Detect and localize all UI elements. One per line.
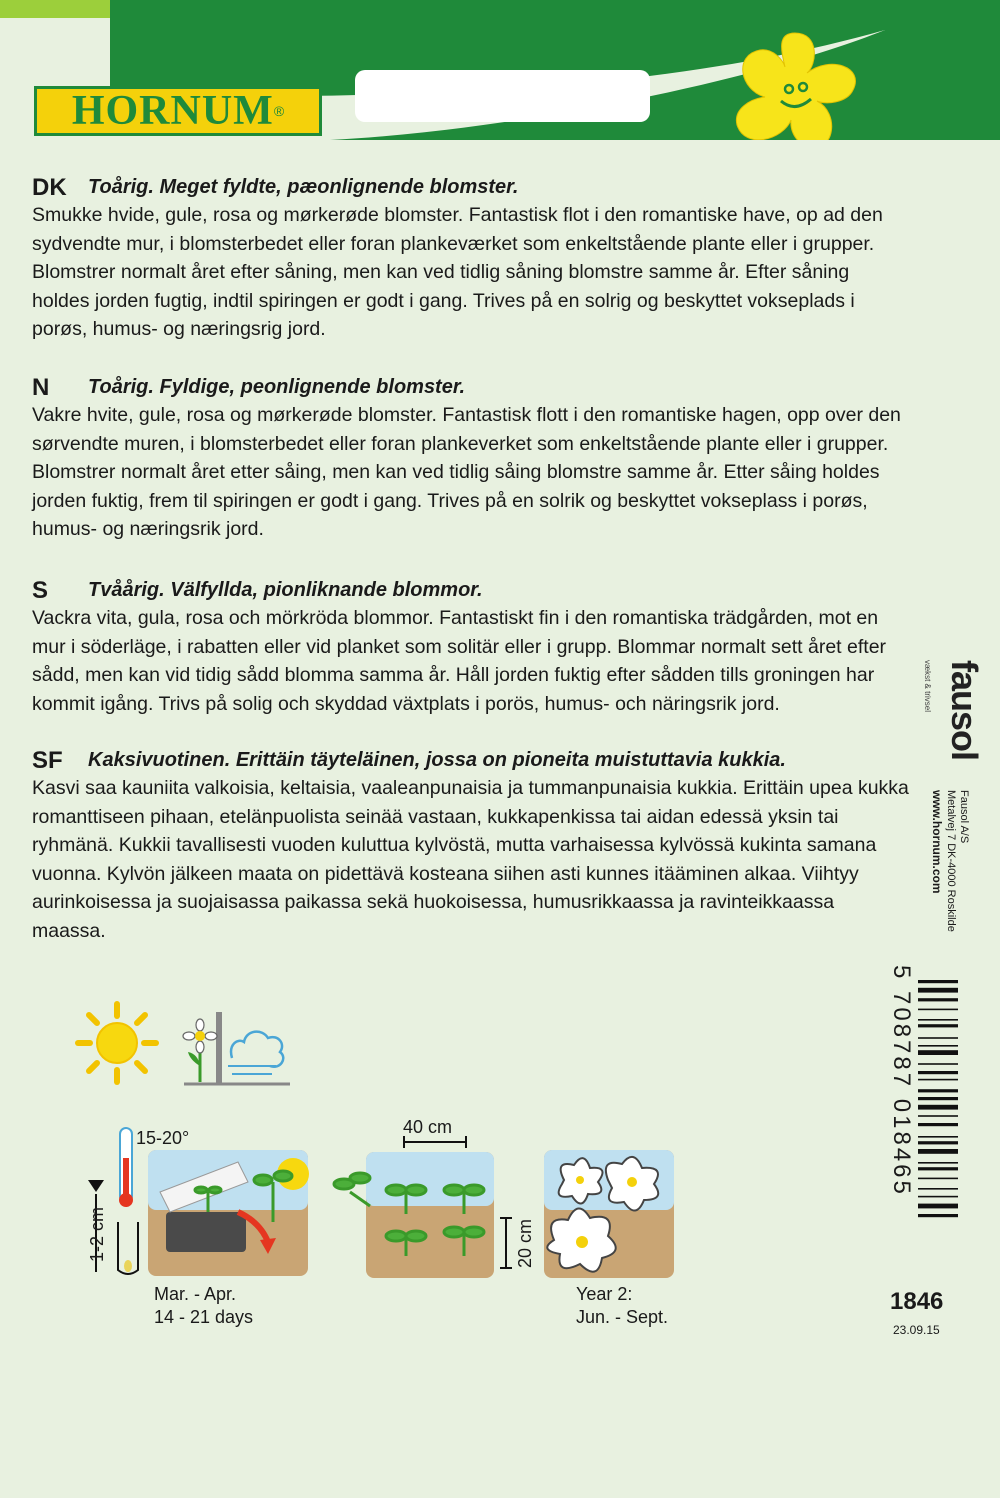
section-subtitle: Toårig. Fyldige, peonlignende blomster. bbox=[88, 376, 466, 398]
section-n bbox=[32, 374, 912, 544]
spacing-width-label: 40 cm bbox=[403, 1117, 453, 1137]
section-code: SF bbox=[32, 747, 63, 774]
section-subtitle: Tvåårig. Välfyllda, pionliknande blommor. bbox=[88, 579, 483, 601]
distributor-web: www.hornum.com bbox=[930, 790, 944, 894]
germination-time: 14 - 21 days bbox=[154, 1307, 254, 1327]
distributor-name: Fausol A/S bbox=[958, 790, 970, 844]
sowing-diagram bbox=[88, 1122, 310, 1282]
section-subtitle: Toårig. Meget fyldte, pæonlignende blomster. bbox=[88, 176, 519, 198]
spacing-height-label: 20 cm bbox=[515, 1218, 535, 1268]
section-text: Vackra vita, gula, rosa och mörkröda blommor. Fantastiskt fin i den romantiska trädgården, mot en mur i söderläge, i rabatten eller vid planket som solitär eller i grupp. Blommar normalt sett året efter sådd, men kan vid tidig sådd blomma samma år. Håll jorden fuktig efter sådden tills groningen har kommit igång. Trivs på solig och skyddad växtplats i porös, humus- och näringsrik jord. bbox=[32, 607, 887, 715]
fausol-logo: fausol bbox=[944, 660, 985, 761]
hornum-logo bbox=[34, 86, 322, 136]
section-dk bbox=[32, 174, 912, 344]
flowering-period: Jun. - Sept. bbox=[576, 1307, 669, 1327]
full-sun-icon bbox=[74, 1000, 160, 1086]
section-text: Kasvi saa kauniita valkoisia, keltaisia, vaaleanpunaisia ja tummanpunaisia kukkia. Erittäin upea kukka romanttiseen pihaan, etelänpuolista seinää vastaan, kukkapenkissa tai aidan edessä yksin tai ryhmänä. Kukkii tavallisesti vuoden kuluttua kylvöstä, mutta varhaisessa kylvössä kukinta samana vuonna. Kylvön jälkeen maata on pidettävä kosteana siihen asti kunnes itääminen alkaa. Viihtyy aurinkoisessa ja suojaisassa paikassa sekä huokoisessa, humusrikkaassa ja ravinteikkaassa maassa. bbox=[32, 777, 909, 942]
section-text: Smukke hvide, gule, rosa og mørkerøde blomster. Fantastisk flot i den romantiske have, op ad den sydvendte mur, i blomsterbedet eller foran plankeværket som enkeltstående plante eller i grupper. Blomstrer normalt året efter såning, men kan ved tidlig såning blomstre samme år. Efter såning holdes jorden fugtig, indtil spiringen er godt i gang. Trives på en solrig og beskyttet vokseplads i porøs, humus- og næringsrig jord. bbox=[32, 204, 883, 340]
section-code: DK bbox=[32, 174, 67, 201]
section-subtitle: Kaksivuotinen. Erittäin täyteläinen, jossa on pioneita muistuttavia kukkia. bbox=[88, 749, 786, 771]
registered-mark: ® bbox=[273, 103, 285, 119]
section-code: N bbox=[32, 374, 50, 401]
temperature-label: 15-20° bbox=[136, 1128, 190, 1148]
fausol-tagline: vækst & trivsel bbox=[923, 660, 932, 713]
sheltered-location-icon bbox=[180, 1008, 292, 1088]
item-number: 1846 bbox=[890, 1288, 944, 1315]
barcode-number: 5 708787 018465 bbox=[888, 965, 915, 1197]
print-date: 23.09.15 bbox=[893, 1323, 940, 1337]
distributor-address: Metalvej 7 DK-4000 Roskilde bbox=[945, 790, 957, 932]
section-s bbox=[32, 577, 912, 718]
flowering-year: Year 2: bbox=[576, 1284, 633, 1304]
spacing-diagram bbox=[330, 1136, 530, 1282]
section-code: S bbox=[32, 577, 49, 604]
sowing-period: Mar. - Apr. bbox=[154, 1284, 237, 1304]
section-text: Vakre hvite, gule, rosa og mørkerøde blomster. Fantastisk flott i den romantiske hagen, opp over den sørvendte muren, i blomsterbedet eller foran plankeverket som enkeltstående plante eller i grupper. Blomstrer normalt året etter såing, men kan ved tidlig såing blomstre samme år. Etter såing holdes jorden fuktig, frem til spiringen er godt i gang. Trives på en solrik og beskyttet vokseplass i porøs, humus- og næringsrik jord. bbox=[32, 404, 901, 540]
depth-label: 1-2 cm bbox=[87, 1206, 107, 1262]
logo-text: HORNUM bbox=[71, 88, 274, 134]
section-sf bbox=[32, 747, 912, 945]
flowering-diagram bbox=[544, 1150, 676, 1280]
